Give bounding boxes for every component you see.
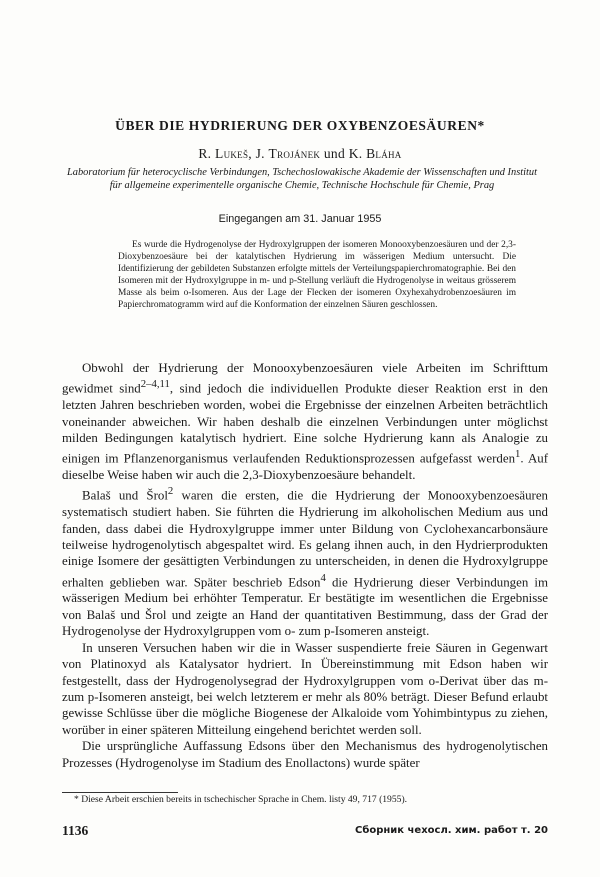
article-title: ÜBER DIE HYDRIERUNG DER OXYBENZOESÄUREN*: [115, 118, 485, 133]
footnote: [62, 794, 548, 806]
citation-superscript: 2: [167, 485, 174, 498]
paragraph-text: die Hydrierung dieser Verbindungen im wässerigen Medium bei erhöhter Temperatur. Er bestätigte im wesentlichen die Ergebnisse von Balaš und Šrol und zeigte an Hand der quantitativen Bestimmung, dass der Grad der Hydrogenolyse der Hydroxylgruppen vom o- zum p-Isomeren ansteigt.: [62, 575, 548, 639]
paragraph-text: Obwohl der Hydrierung der Monooxybenzoesäuren viele Arbeiten im Schrifttum gewidmet sind: [62, 361, 548, 396]
footnote-mark: *: [74, 794, 79, 805]
body-text: [62, 360, 548, 771]
received-date: Eingegangen am 31. Januar 1955: [218, 213, 382, 225]
author-initial: R.: [198, 146, 216, 161]
footnote-text: Diese Arbeit erschien bereits in tschechischer Sprache in Chem. listy 49, 717 (1955).: [81, 794, 408, 805]
paragraph-text: waren die ersten, die die Hydrierung der Monooxybenzoesäuren systematisch studiert haben. Sie führten die Hydrierung im alkoholischen Medium aus und fanden, dass dabei die Hydroxylgruppe immer unter Bildung von Cyclohexancarbonsäure teilweise hydrogenolytisch abgespaltet wird. Es gelang ihnen auch, in den Hydrierprodukten einige Isomere der gesättigten Verbindungen zu unterscheiden, in denen die Hydroxylgruppe erhalten geblieben war. Später beschrieb Edson: [62, 488, 548, 590]
author-trojanek: Trojánek: [268, 146, 321, 161]
author-blaha: Bláha: [366, 146, 402, 161]
paragraph-text: , sind jedoch die individuellen Produkte dieser Reaktion erst in den letzten Jahren beschrieben worden, wobei die Ergebnisse der einzelnen Arbeiten beträchtlich voneinander abweichen. Wir haben deshalb die einzelnen Verbindungen unter möglichst milden Bedingungen katalytisch hydriert. Eine solche Hydrierung kann als Analogie zu einigen im Pflanzenorganismus verlaufenden Reduktionsprozessen aufgefasst werden: [62, 381, 548, 466]
footnote-rule: [62, 792, 178, 793]
author-separator: und K.: [320, 146, 367, 161]
author-lukes: Lukeš: [215, 146, 249, 161]
author-separator: , J.: [248, 146, 269, 161]
paragraph-2: [62, 483, 548, 639]
page-number: 1136: [62, 823, 89, 838]
citation-superscript: 1: [515, 448, 521, 461]
paragraph-1: [62, 360, 548, 483]
paragraph-text: Balaš und Šrol: [82, 488, 168, 503]
paragraph-4: Die ursprüngliche Auffassung Edsons über den Mechanismus des hydrogenolytischen Prozesses (Hydrogenolyse im Stadium des Enollactons) wurde später: [62, 739, 548, 770]
citation-superscript: 4: [320, 571, 326, 584]
author-line: [0, 146, 600, 162]
paragraph-3: In unseren Versuchen haben wir die in Wasser suspendierte freie Säuren in Gegenwart von Platinoxyd als Katalysator hydriert. In Übereinstimmung mit Edson haben wir festgestellt, dass der Hydrogenolysegrad der Hydroxylgruppen vom o-Derivat über das m- zum p-Isomeren ansteigt, bei welch letzterem er mehr als 80% beträgt. Dieser Befund erlaubt gewisse Schlüsse über die mögliche Biogenese der Alkaloide vom Yohimbintypus zu ziehen, worüber in einer späteren Mitteilung eingehend berichtet werden soll.: [62, 640, 548, 737]
journal-reference: Сборник чехосл. хим. работ т. 20: [355, 825, 548, 836]
paragraph-text: . Auf dieselbe Weise haben wir auch die 2,3-Dioxybenzoesäure behandelt.: [62, 451, 548, 483]
affiliation: Laboratorium für heterocyclische Verbindungen, Tschechoslowakische Akademie der Wissenschaften und Institut für allgemeine experimentelle organische Chemie, Technische Hochschule für Chemie, Prag: [66, 167, 537, 192]
abstract: Es wurde die Hydrogenolyse der Hydroxylgruppen der isomeren Monooxybenzoesäuren und der 2,3-Dioxybenzoesäure bei der katalytischen Hydrierung im wässerigen Medium untersucht. Die Identifizierung der gebildeten Substanzen erfolgte mittels der Verteilungspapierchromatographie. Bei den Isomeren mit der Hydroxylgruppe in m- und p-Stellung verläuft die Hydrogenolyse in weitaus grösserem Masse als beim o-Isomeren. Aus der Lage der Flecken der isomeren Oxyhexahydrobenzoesäuren im Papierchromatogramm wird auf die Konformation der einzelnen Säuren geschlossen.: [118, 240, 516, 311]
citation-superscript: 2–4,11: [140, 378, 170, 391]
